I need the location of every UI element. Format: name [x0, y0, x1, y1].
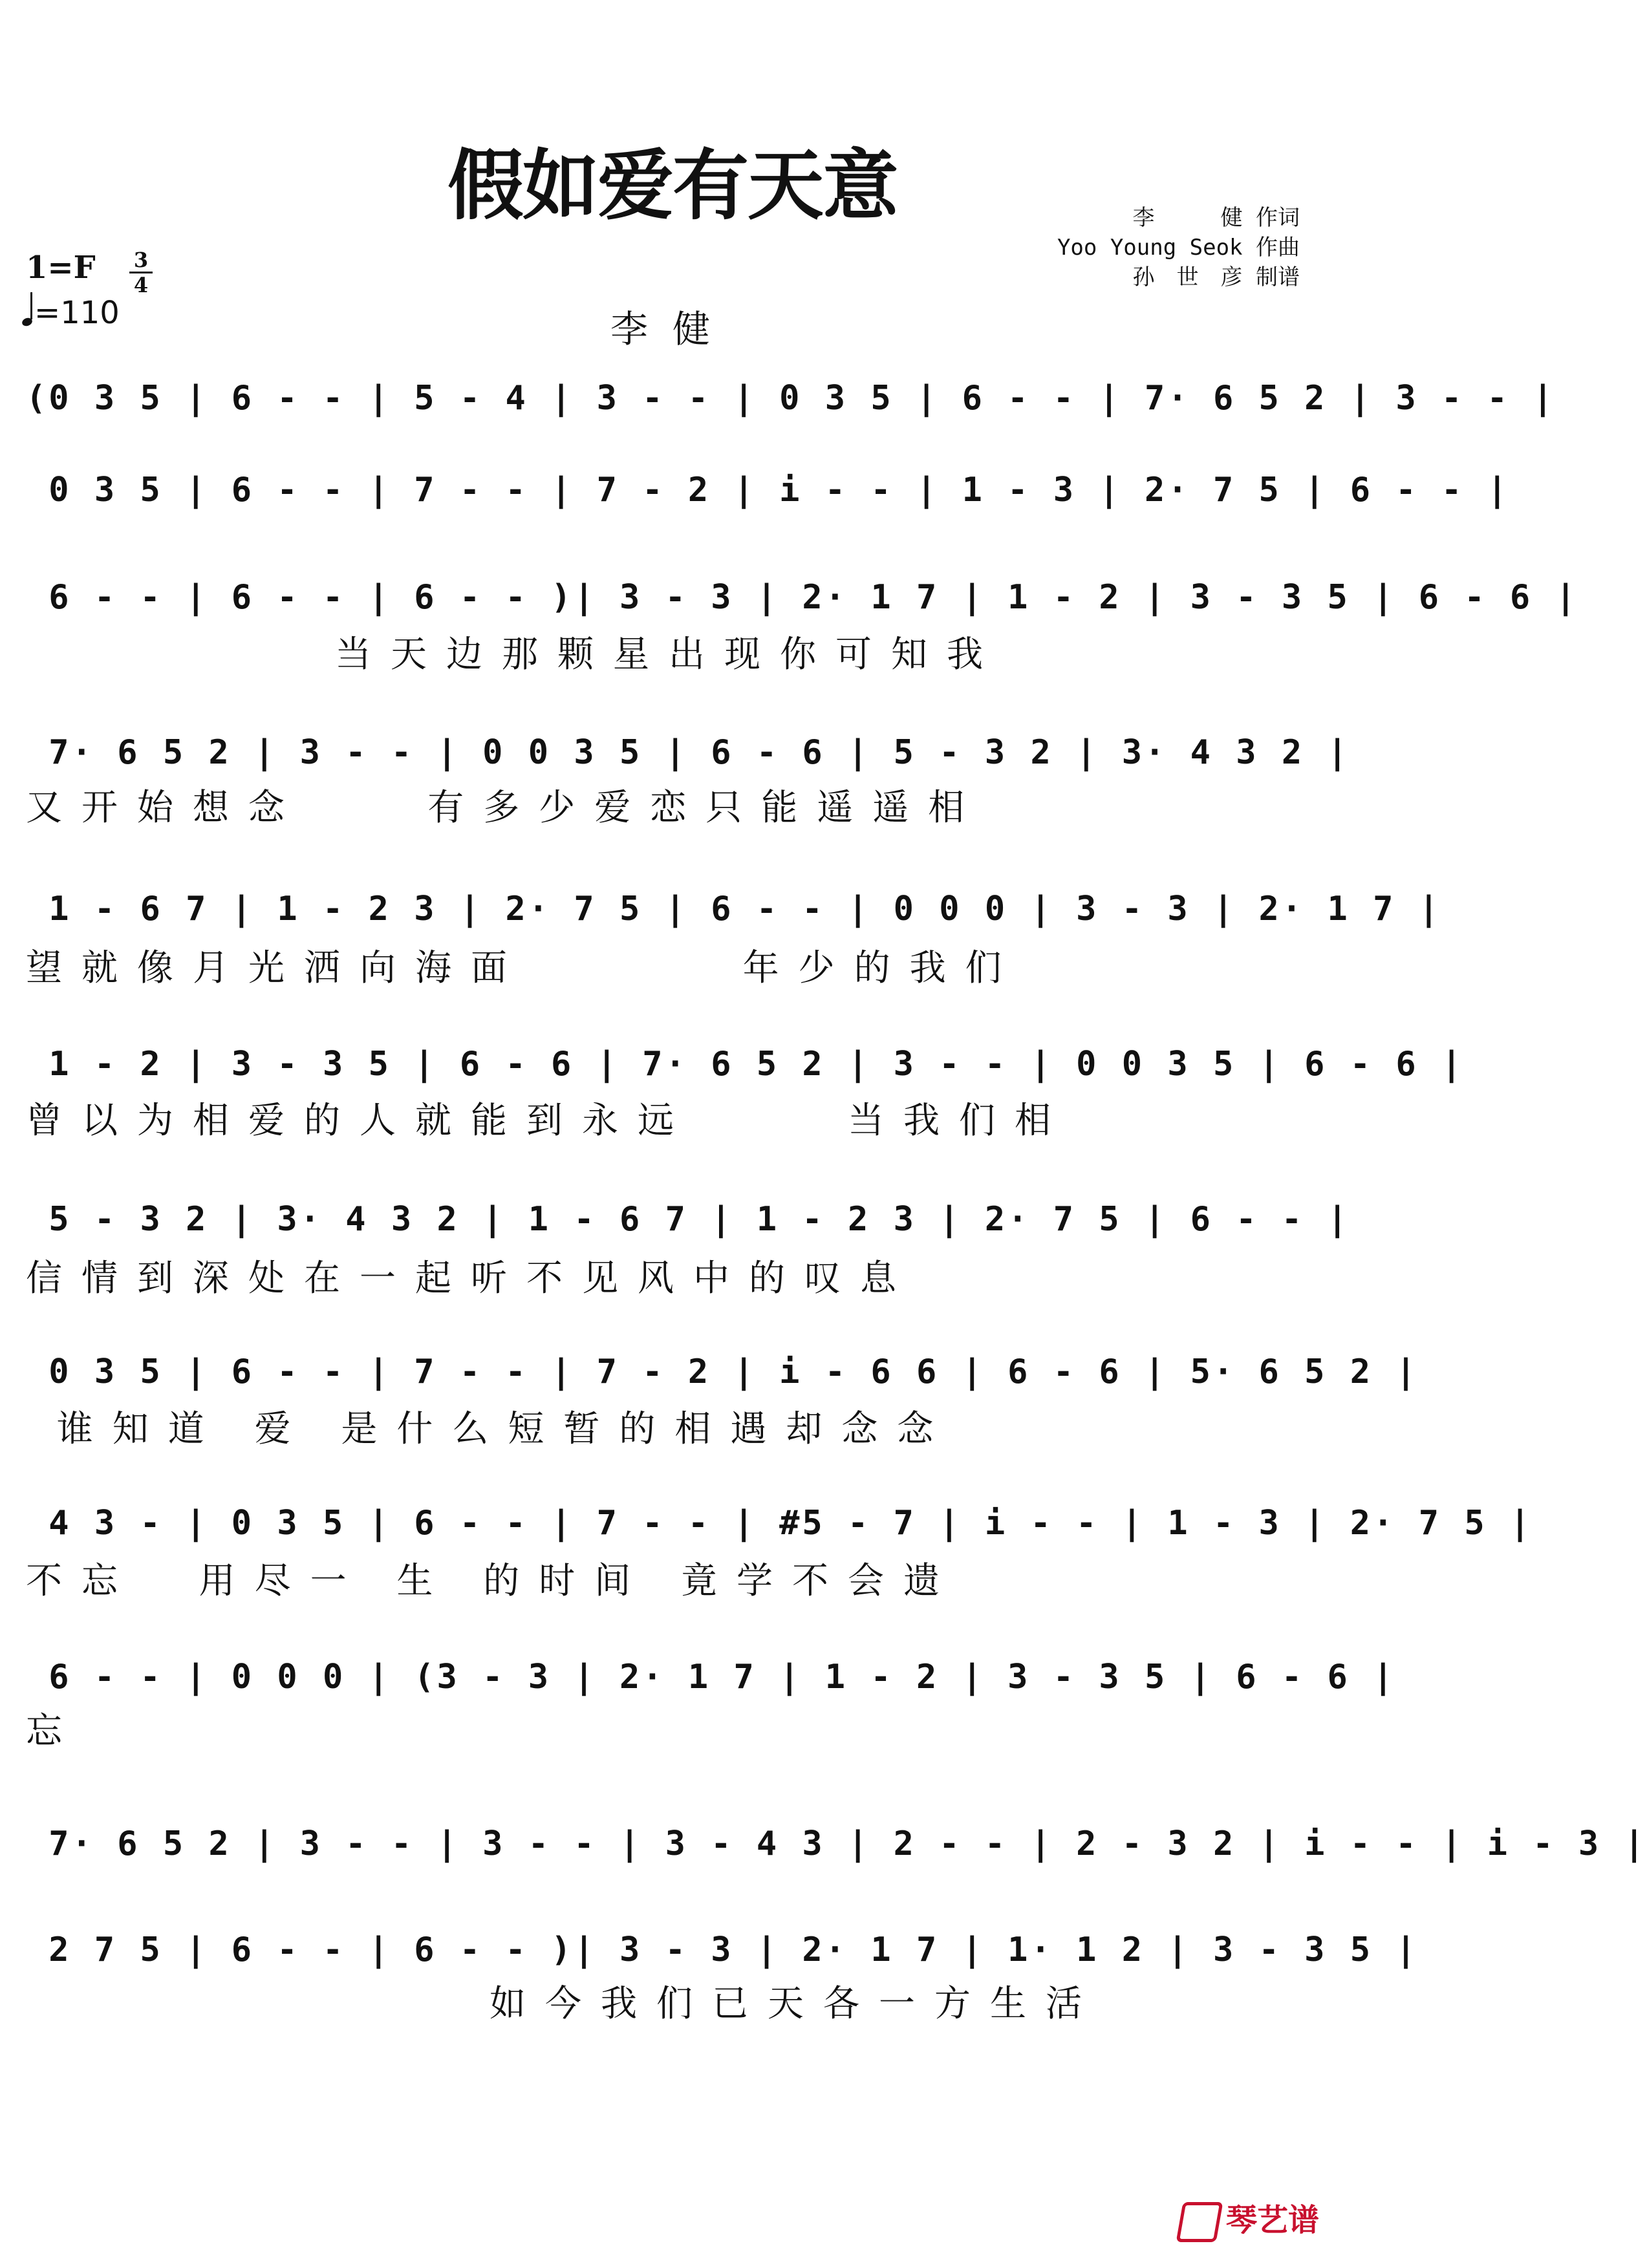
- score-line-lyrics: 忘: [26, 1710, 81, 1752]
- credit-name: 李 健: [1132, 205, 1243, 231]
- score-line-notes: 5 - 3 2 | 3· 4 3 2 | 1 - 6 7 | 1 - 2 3 | 2· 7 5 | 6 - - |: [26, 1200, 1350, 1239]
- score-line-lyrics: 谁知道 爱 是什么短暂的相遇却念念: [26, 1408, 953, 1450]
- score-line-notes: 6 - - | 6 - - | 6 - - )| 3 - 3 | 2· 1 7 | 1 - 2 | 3 - 3 5 | 6 - 6 |: [26, 578, 1578, 617]
- time-top: 3: [133, 248, 149, 272]
- score-line-lyrics: 又开始想念 有多少爱恋只能遥遥相: [26, 787, 984, 829]
- song-title: 假如爱有天意: [447, 141, 898, 230]
- score-line-lyrics: 当天边那颗星出现你可知我: [26, 634, 1003, 676]
- score-line-notes: 1 - 2 | 3 - 3 5 | 6 - 6 | 7· 6 5 2 | 3 - - | 0 0 3 5 | 6 - 6 |: [26, 1045, 1465, 1084]
- score-line-lyrics: 信情到深处在一起听不见风中的叹息: [26, 1257, 916, 1300]
- credit-composer: [1057, 237, 1300, 259]
- watermark-logo: [1179, 2195, 1319, 2242]
- score-line-notes: 0 3 5 | 6 - - | 7 - - | 7 - 2 | i - - | 1 - 3 | 2· 7 5 | 6 - - |: [26, 471, 1510, 509]
- singer-name: 李健: [610, 307, 735, 351]
- score-line-notes: 7· 6 5 2 | 3 - - | 3 - - | 3 - 4 3 | 2 - - | 2 - 3 2 | i - - | i - 3 |: [26, 1824, 1647, 1863]
- credit-role: 作词: [1256, 205, 1300, 231]
- credit-role: 作曲: [1256, 235, 1300, 261]
- score-line-lyrics: 如今我们已天各一方生活: [26, 1983, 1102, 2025]
- credit-lyricist: [1133, 207, 1300, 229]
- credit-name: 孙 世 彦: [1132, 264, 1243, 290]
- score-line-lyrics: 曾以为相爱的人就能到永远 当我们相: [26, 1100, 1071, 1142]
- credit-name: Yoo Young Seok: [1057, 235, 1243, 261]
- score-line-notes: 0 3 5 | 6 - - | 7 - - | 7 - 2 | i - 6 6 | 6 - 6 | 5· 6 5 2 |: [26, 1353, 1419, 1391]
- score-line-lyrics: 望就像月光洒向海面 年少的我们: [26, 947, 1021, 989]
- credit-transcriber: [1133, 266, 1300, 288]
- score-line-lyrics: 不忘 用尽一 生 的时间 竟学不会遗: [26, 1560, 960, 1602]
- score-line-notes: (0 3 5 | 6 - - | 5 - 4 | 3 - - | 0 3 5 | 6 - - | 7· 6 5 2 | 3 - - |: [26, 379, 1556, 418]
- time-signature: [128, 248, 154, 297]
- credit-role: 制谱: [1256, 264, 1300, 290]
- score-line-notes: 7· 6 5 2 | 3 - - | 0 0 3 5 | 6 - 6 | 5 - 3 2 | 3· 4 3 2 |: [26, 733, 1350, 772]
- score-line-notes: 1 - 6 7 | 1 - 2 3 | 2· 7 5 | 6 - - | 0 0 0 | 3 - 3 | 2· 1 7 |: [26, 890, 1442, 928]
- brand-icon: [1176, 2202, 1223, 2242]
- score-line-notes: 2 7 5 | 6 - - | 6 - - )| 3 - 3 | 2· 1 7 | 1· 1 2 | 3 - 3 5 |: [26, 1931, 1419, 1969]
- watermark-text: 琴艺谱: [1225, 2202, 1319, 2238]
- time-bottom: 4: [133, 273, 149, 297]
- score-line-notes: 6 - - | 0 0 0 | (3 - 3 | 2· 1 7 | 1 - 2 | 3 - 3 5 | 6 - 6 |: [26, 1658, 1396, 1696]
- key-signature: 1=F: [26, 250, 96, 286]
- score-line-notes: 4 3 - | 0 3 5 | 6 - - | 7 - - | #5 - 7 | i - - | 1 - 3 | 2· 7 5 |: [26, 1504, 1533, 1543]
- tempo-value: =110: [34, 295, 120, 331]
